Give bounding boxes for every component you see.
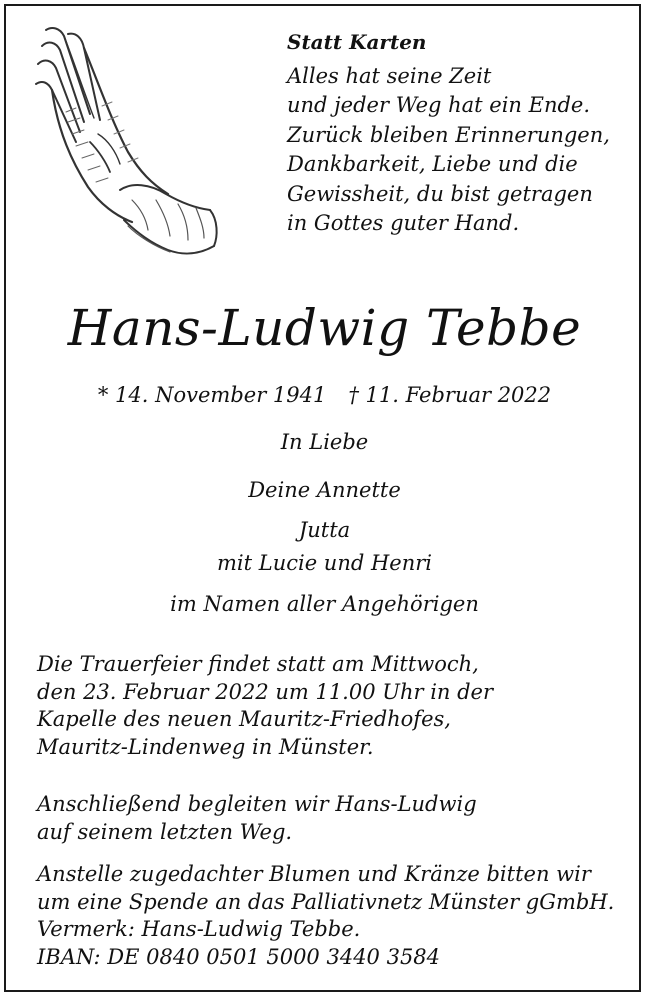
mourners-intro: In Liebe <box>280 430 369 454</box>
motto-line: Gewissheit, du bist getragen <box>287 181 593 206</box>
mourners-closing: im Namen aller Angehörigen <box>170 592 479 616</box>
donation-line: Vermerk: Hans-Ludwig Tebbe. <box>37 917 361 941</box>
motto-line: Dankbarkeit, Liebe und die <box>287 152 578 176</box>
ceremony-line: den 23. Februar 2022 um 11.00 Uhr in der <box>37 679 494 704</box>
motto-block <box>287 28 627 239</box>
burial-info <box>37 791 637 846</box>
motto-line: in Gottes guter Hand. <box>287 211 520 235</box>
ceremony-info <box>37 651 637 761</box>
ceremony-line: Mauritz-Lindenweg in Münster. <box>37 734 374 759</box>
life-dates <box>0 383 649 407</box>
donation-line: Anstelle zugedachter Blumen und Kränze bitten wir <box>37 862 591 886</box>
burial-line: auf seinem letzten Weg. <box>37 819 293 844</box>
praying-hands-icon <box>28 22 228 267</box>
ceremony-line: Die Trauerfeier findet statt am Mittwoch, <box>37 652 479 676</box>
death-date: † 11. Februar 2022 <box>348 383 552 407</box>
donation-line: um eine Spende an das Palliativnetz Münster gGmbH. <box>37 889 615 914</box>
ceremony-line: Kapelle des neuen Mauritz-Friedhofes, <box>37 707 451 731</box>
motto-line: und jeder Weg hat ein Ende. <box>287 93 591 117</box>
mourner-name: Deine Annette <box>248 478 401 502</box>
motto-line: Zurück bleiben Erinnerungen, <box>287 122 610 147</box>
burial-line: Anschließend begleiten wir Hans-Ludwig <box>37 792 477 816</box>
birth-date: * 14. November 1941 <box>97 383 327 407</box>
mourner-name: Jutta <box>298 518 351 542</box>
deceased-name: Hans-Ludwig Tebbe <box>67 299 582 357</box>
motto-heading: Statt Karten <box>287 30 427 54</box>
donation-info <box>37 861 637 971</box>
motto-line: Alles hat seine Zeit <box>287 63 492 88</box>
mourner-name: mit Lucie und Henri <box>217 551 432 575</box>
iban-line: IBAN: DE 0840 0501 5000 3440 3584 <box>37 944 441 969</box>
